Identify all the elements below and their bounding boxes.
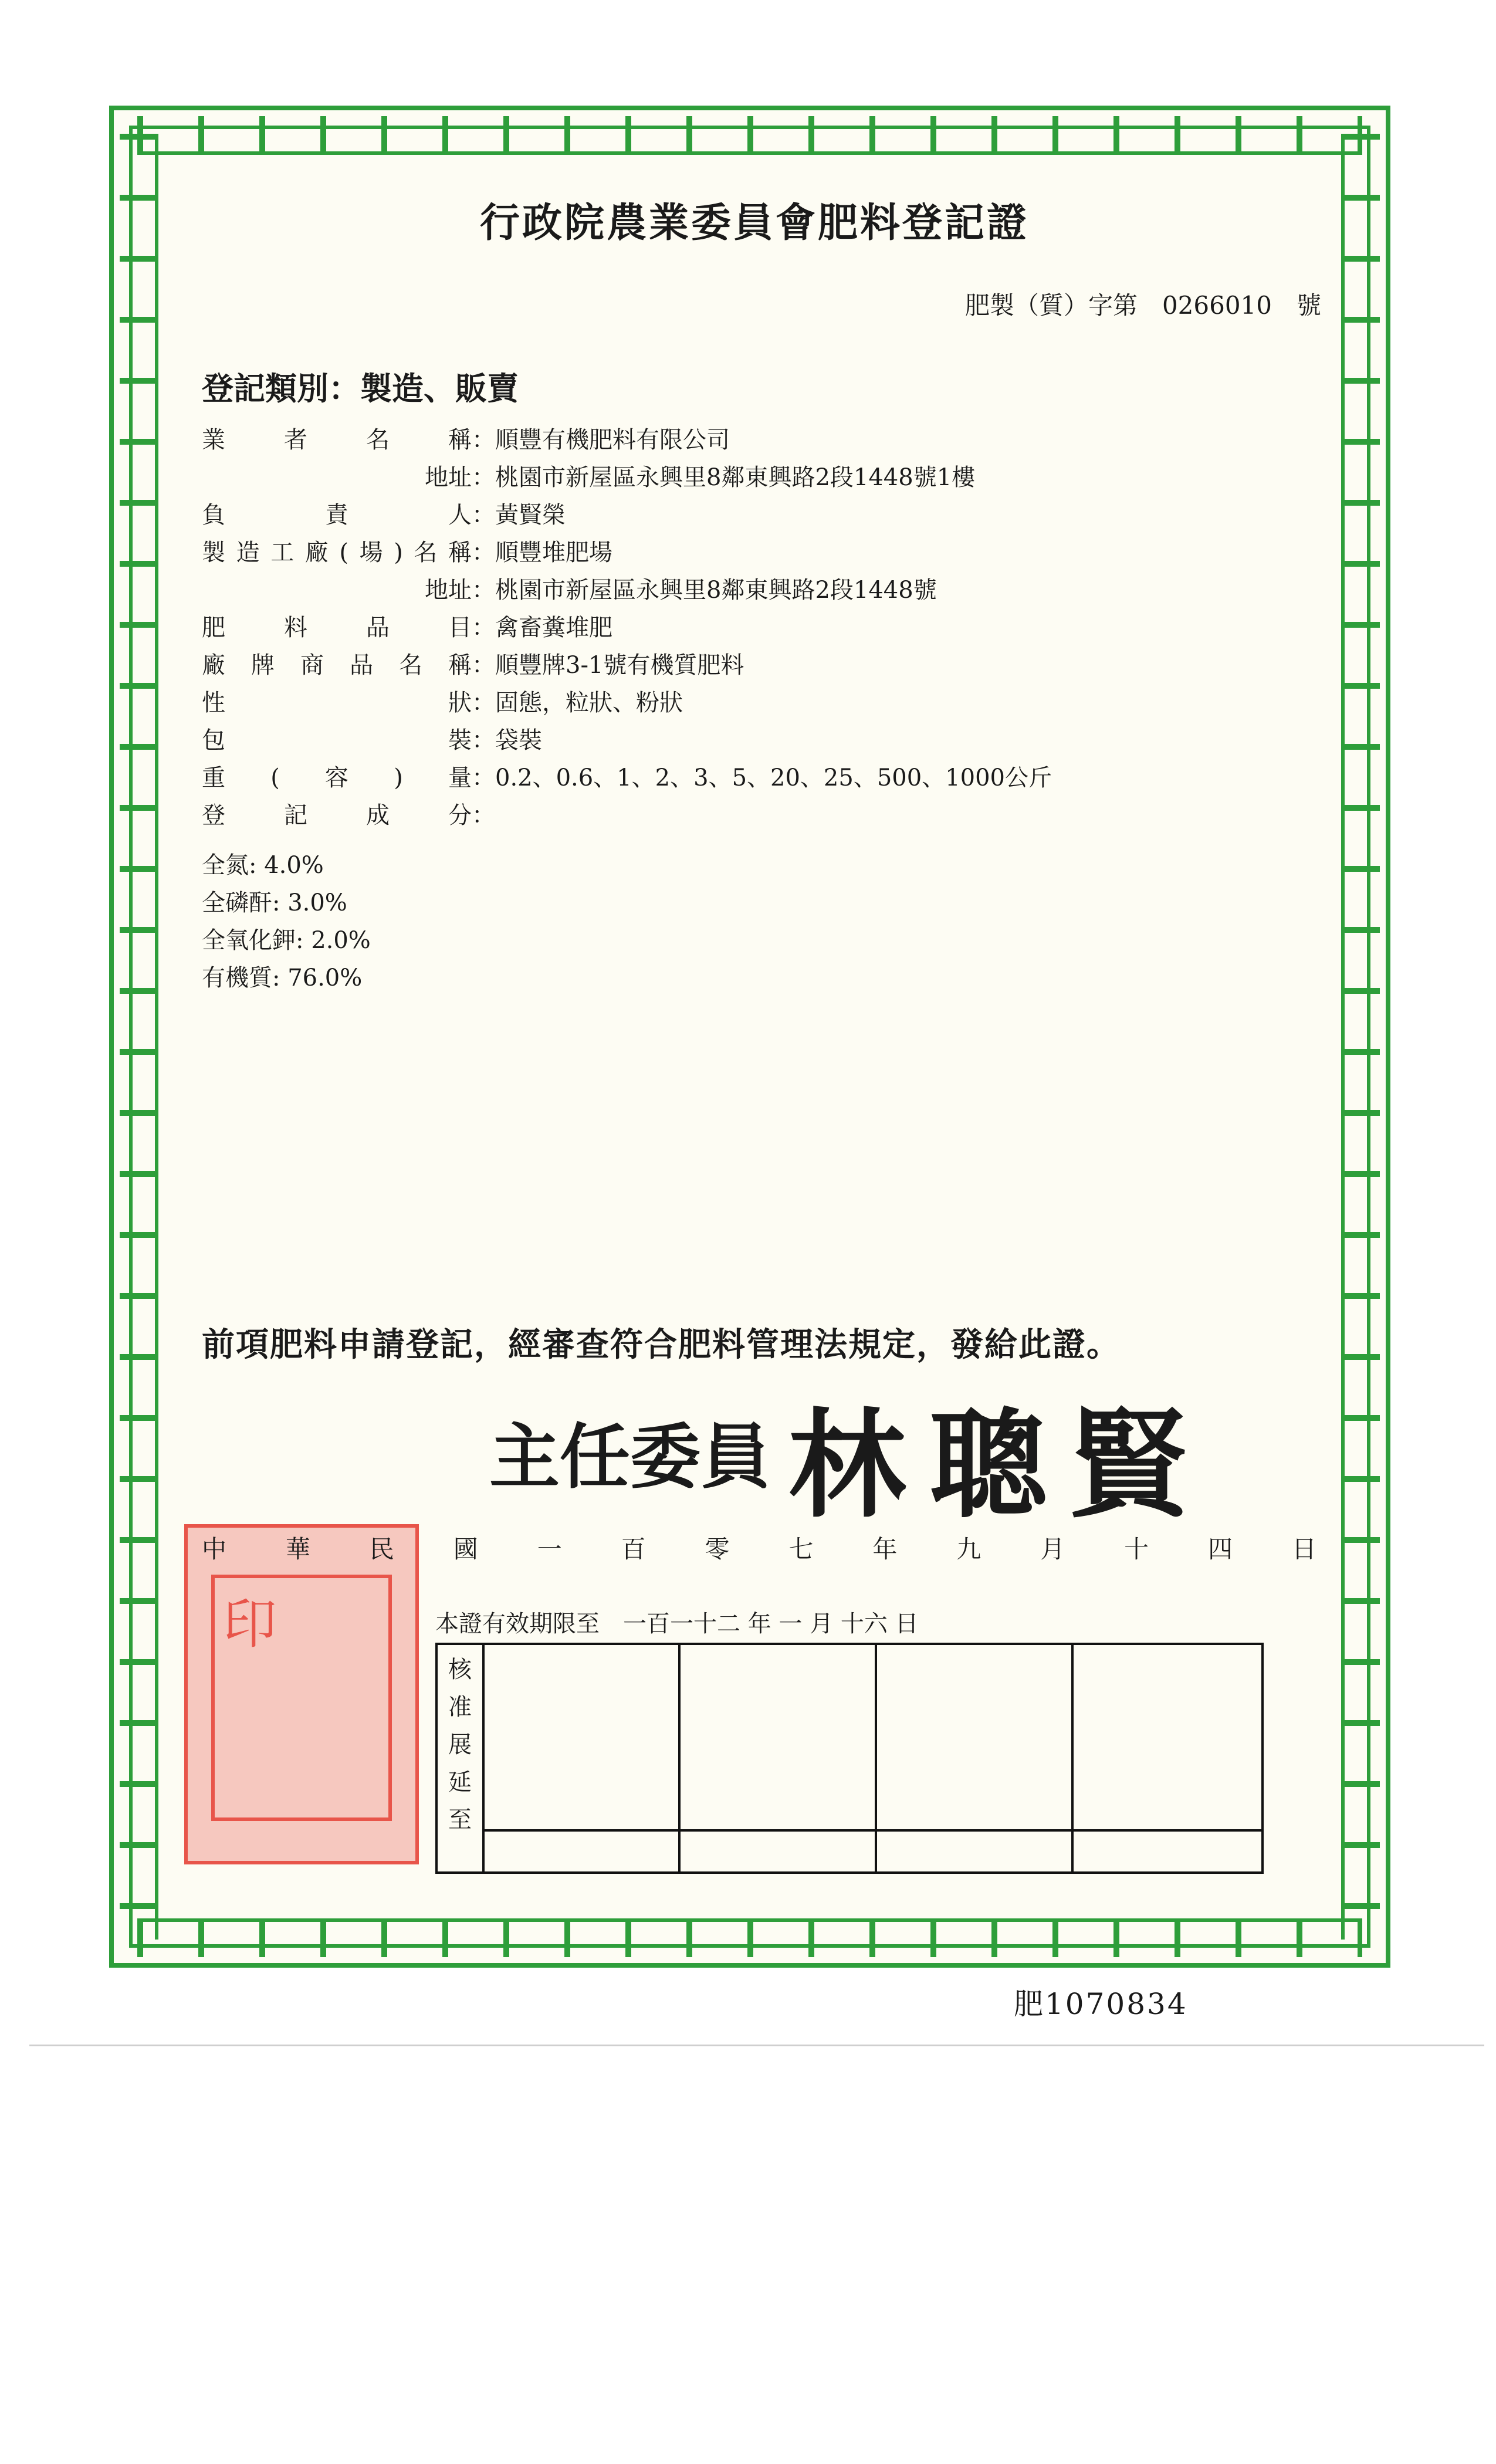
field-row: 地址：桃園市新屋區永興里8鄰東興路2段1448號1樓 bbox=[202, 459, 975, 492]
validity-period: 本證有效期限至 一百一十二 年 一 月 十六 日 bbox=[435, 1610, 919, 1637]
border-pattern-right bbox=[1341, 134, 1380, 1940]
field-value: 固態，粒狀、粉狀 bbox=[495, 689, 683, 716]
field-value: 0.2、0.6、1、2、3、5、20、25、500、1000公斤 bbox=[495, 764, 1052, 791]
field-row: 肥料品目：禽畜糞堆肥 bbox=[202, 609, 612, 642]
field-label: 地址 bbox=[425, 464, 472, 491]
border-pattern-left bbox=[120, 134, 158, 1940]
certificate bbox=[109, 106, 1390, 1968]
field-label: 登記成分 bbox=[202, 802, 472, 829]
component-item: 有機質: 76.0% bbox=[202, 964, 363, 991]
extension-label bbox=[438, 1645, 485, 1871]
extension-table bbox=[435, 1643, 1264, 1874]
field-row: 廠牌商品名稱：順豐牌3-1號有機質肥料 bbox=[202, 647, 744, 680]
paper-edge bbox=[29, 2045, 1484, 2046]
date-char: 中 bbox=[202, 1535, 227, 1563]
field-row: 登記成分： bbox=[202, 797, 495, 830]
signature-title: 主任委員 bbox=[489, 1416, 771, 1498]
issue-date bbox=[202, 1530, 1316, 1565]
official-seal bbox=[184, 1524, 419, 1864]
extension-label-char: 延 bbox=[448, 1769, 472, 1796]
field-label: 性狀 bbox=[202, 689, 472, 716]
footer-code: 肥1070834 bbox=[1014, 1987, 1188, 2021]
certificate-title: 行政院農業委員會肥料登記證 bbox=[479, 199, 1029, 246]
field-row: 業者名稱：順豐有機肥料有限公司 bbox=[202, 421, 730, 455]
date-char: 華 bbox=[285, 1535, 310, 1563]
field-label: 地址 bbox=[425, 577, 472, 604]
field-value: 順豐牌3-1號有機質肥料 bbox=[495, 652, 744, 679]
field-label: 業者名稱 bbox=[202, 427, 472, 453]
date-char: 七 bbox=[788, 1535, 814, 1563]
seal-glyph: 印 bbox=[223, 1593, 280, 1656]
date-char: 日 bbox=[1291, 1535, 1316, 1563]
date-char: 百 bbox=[621, 1535, 646, 1563]
field-label: 包裝 bbox=[202, 727, 472, 754]
component-item: 全氧化鉀: 2.0% bbox=[202, 927, 371, 954]
date-char: 一 bbox=[537, 1535, 562, 1563]
field-row: 製造工廠(場)名稱：順豐堆肥場 bbox=[202, 534, 612, 567]
extension-label-char: 至 bbox=[448, 1806, 472, 1833]
date-char: 國 bbox=[453, 1535, 478, 1563]
date-char: 零 bbox=[705, 1535, 730, 1563]
extension-label-char: 展 bbox=[448, 1731, 472, 1758]
field-value: 袋裝 bbox=[495, 727, 542, 754]
field-row: 性狀：固態，粒狀、粉狀 bbox=[202, 684, 683, 717]
issuance-statement: 前項肥料申請登記，經審查符合肥料管理法規定，發給此證。 bbox=[202, 1325, 1121, 1364]
field-value: 順豐有機肥料有限公司 bbox=[495, 427, 730, 453]
field-row: 包裝：袋裝 bbox=[202, 722, 542, 755]
date-char: 年 bbox=[872, 1535, 898, 1563]
date-char: 十 bbox=[1124, 1535, 1149, 1563]
border-pattern-bottom bbox=[137, 1918, 1362, 1957]
extension-label-char: 核 bbox=[448, 1656, 472, 1683]
table-column-divider bbox=[875, 1645, 877, 1871]
field-value: 禽畜糞堆肥 bbox=[495, 614, 612, 641]
component-item: 全氮: 4.0% bbox=[202, 852, 324, 879]
date-char: 四 bbox=[1208, 1535, 1233, 1563]
date-char: 民 bbox=[369, 1535, 394, 1563]
field-label: 負責人 bbox=[202, 502, 472, 529]
field-row: 重(容)量：0.2、0.6、1、2、3、5、20、25、500、1000公斤 bbox=[202, 759, 1052, 793]
table-column-divider bbox=[678, 1645, 681, 1871]
field-label: 重(容)量 bbox=[202, 764, 472, 791]
field-label: 肥料品目 bbox=[202, 614, 472, 641]
certificate-number: 肥製（質）字第 0266010 號 bbox=[964, 291, 1321, 320]
table-column-divider bbox=[1071, 1645, 1074, 1871]
field-label: 製造工廠(場)名稱 bbox=[202, 539, 472, 566]
field-row: 地址：桃園市新屋區永興里8鄰東興路2段1448號 bbox=[202, 571, 937, 605]
signature: 林聰賢 bbox=[788, 1396, 1211, 1534]
registration-category: 登記類別：製造、販賣 bbox=[202, 370, 519, 407]
date-char: 月 bbox=[1040, 1535, 1065, 1563]
date-char: 九 bbox=[956, 1535, 981, 1563]
field-value: 黃賢榮 bbox=[495, 502, 566, 529]
field-value: 順豐堆肥場 bbox=[495, 539, 612, 566]
field-value: 桃園市新屋區永興里8鄰東興路2段1448號1樓 bbox=[495, 464, 976, 491]
field-row: 負責人：黃賢榮 bbox=[202, 496, 566, 530]
border-pattern-top bbox=[137, 116, 1362, 155]
table-row-divider bbox=[485, 1829, 1261, 1832]
field-label: 廠牌商品名稱 bbox=[202, 652, 472, 679]
extension-label-char: 准 bbox=[448, 1694, 472, 1721]
field-value: 桃園市新屋區永興里8鄰東興路2段1448號 bbox=[495, 577, 937, 604]
component-item: 全磷酐: 3.0% bbox=[202, 889, 347, 916]
